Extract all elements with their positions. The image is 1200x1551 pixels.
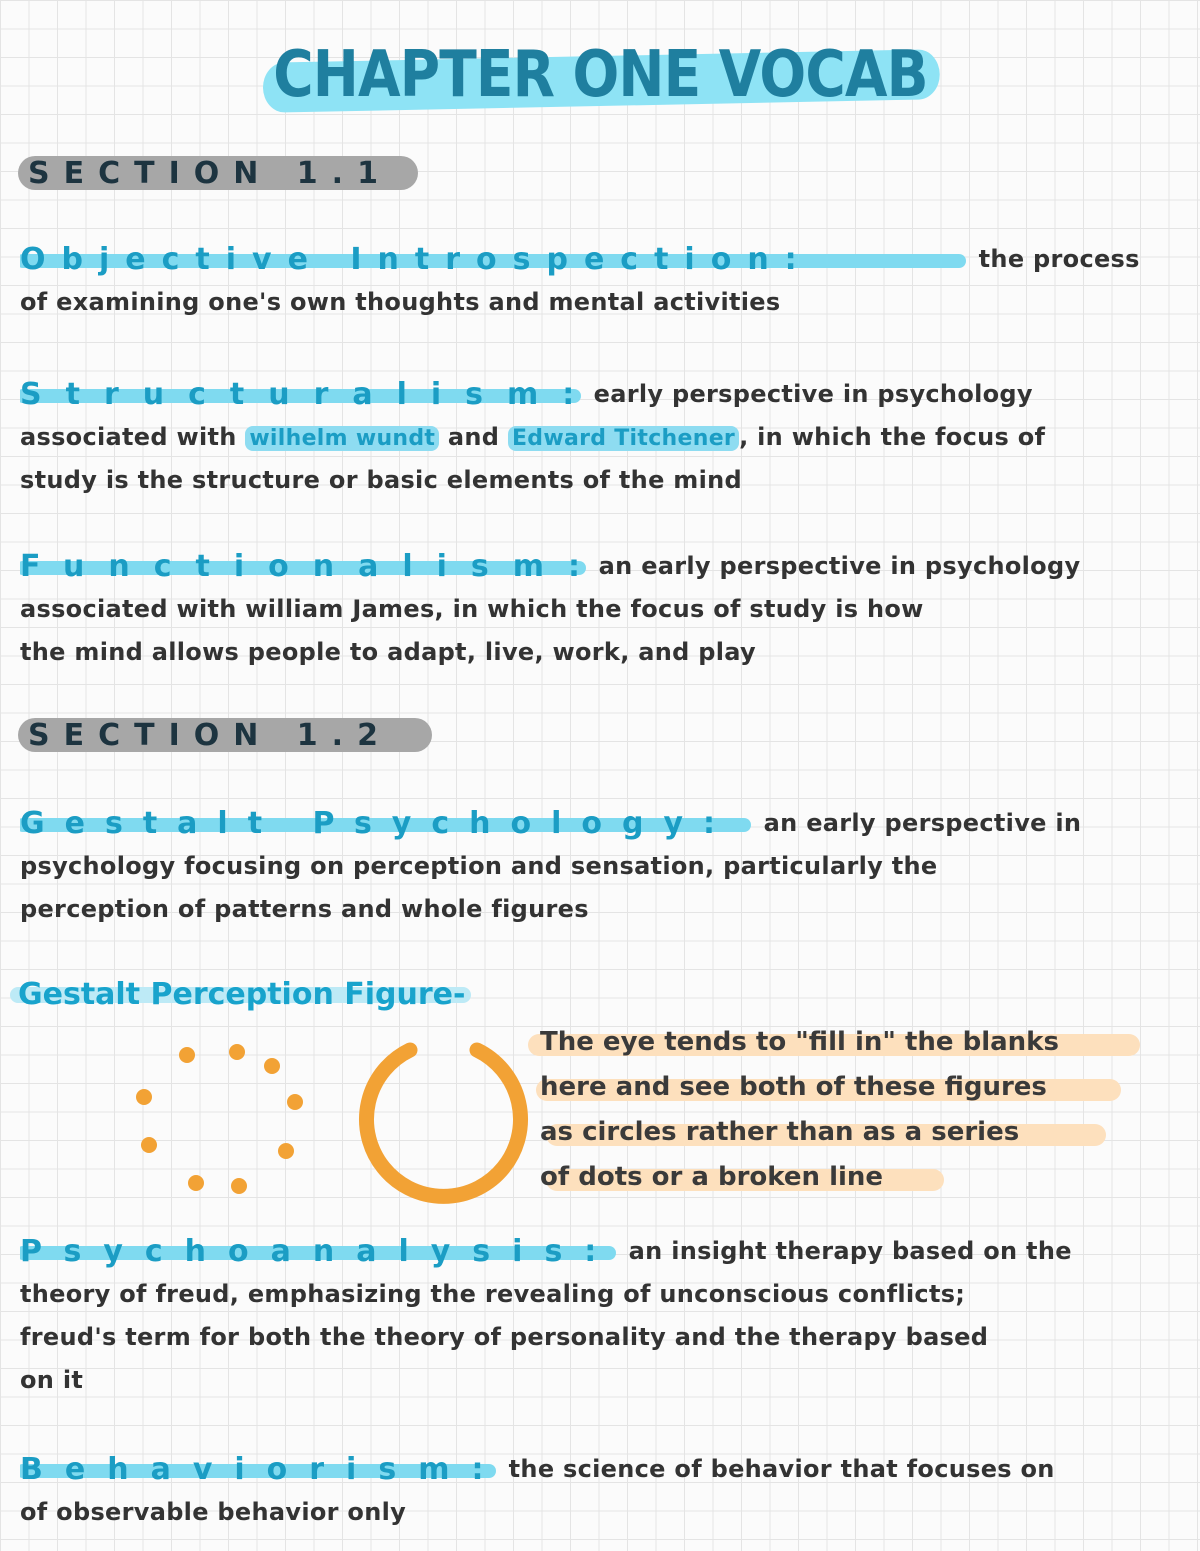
vocab-definition: associated with william James, in which the focus of study is how <box>20 595 924 623</box>
vocab-definition: an insight therapy based on the <box>628 1237 1072 1265</box>
vocab-term: Objective Introspection: <box>20 238 970 281</box>
vocab-definition: and <box>447 423 500 451</box>
vocab-definition: of observable behavior only <box>20 1498 407 1526</box>
vocab-definition: the process <box>978 245 1140 273</box>
vocab-entry-behaviorism <box>20 1448 1180 1534</box>
vocab-entry-functionalism <box>20 545 1180 674</box>
vocab-definition: theory of freud, emphasizing the revealing of unconscious conflicts; <box>20 1280 966 1308</box>
vocab-definition: an early perspective in <box>763 809 1082 837</box>
name-edward-titchener: Edward Titchener <box>508 426 739 451</box>
vocab-definition: early perspective in psychology <box>593 380 1033 408</box>
vocab-term: Structuralism: <box>20 373 585 416</box>
section-header-1-2 <box>18 718 432 752</box>
figure-explanation <box>540 1020 1160 1200</box>
note-line: of dots or a broken line <box>540 1155 1160 1200</box>
vocab-definition: on it <box>20 1366 84 1394</box>
vocab-entry-structuralism <box>20 373 1180 502</box>
vocab-term: Psychoanalysis: <box>20 1230 620 1273</box>
name-wilhelm-wundt: wilhelm wundt <box>245 426 439 451</box>
title-area <box>0 38 1200 112</box>
vocab-term: Behaviorism: <box>20 1448 500 1491</box>
vocab-entry-psychoanalysis <box>20 1230 1180 1402</box>
vocab-entry-objective-introspection <box>20 238 1180 324</box>
figure-heading: Gestalt Perception Figure- <box>18 975 465 1015</box>
dotted-circle-figure <box>136 1044 303 1194</box>
vocab-definition: freud's term for both the theory of personality and the therapy based <box>20 1323 989 1351</box>
vocab-definition: perception of patterns and whole figures <box>20 895 589 923</box>
vocab-definition: psychology focusing on perception and sensation, particularly the <box>20 852 938 880</box>
vocab-entry-gestalt-psychology <box>20 802 1180 931</box>
vocab-term: Gestalt Psychology: <box>20 802 755 845</box>
vocab-definition: the science of behavior that focuses on <box>508 1455 1055 1483</box>
vocab-definition: , in which the focus of <box>739 423 1046 451</box>
vocab-definition: associated with <box>20 423 237 451</box>
vocab-term: Functionalism: <box>20 545 590 588</box>
note-line: as circles rather than as a series <box>540 1110 1160 1155</box>
page-title: CHAPTER ONE VOCAB <box>272 38 928 112</box>
broken-circle-figure <box>367 1050 521 1196</box>
vocab-definition: study is the structure or basic elements of the mind <box>20 466 743 494</box>
section-header-1-1 <box>18 156 418 190</box>
vocab-definition: of examining one's own thoughts and mental activities <box>20 288 781 316</box>
vocab-definition: an early perspective in psychology <box>598 552 1081 580</box>
gestalt-figure <box>120 1030 540 1210</box>
section-label: SECTION 1.2 <box>28 717 392 753</box>
note-line: here and see both of these figures <box>540 1065 1160 1110</box>
vocab-definition: the mind allows people to adapt, live, work, and play <box>20 638 756 666</box>
section-label: SECTION 1.1 <box>28 155 392 191</box>
note-line: The eye tends to "fill in" the blanks <box>540 1020 1160 1065</box>
